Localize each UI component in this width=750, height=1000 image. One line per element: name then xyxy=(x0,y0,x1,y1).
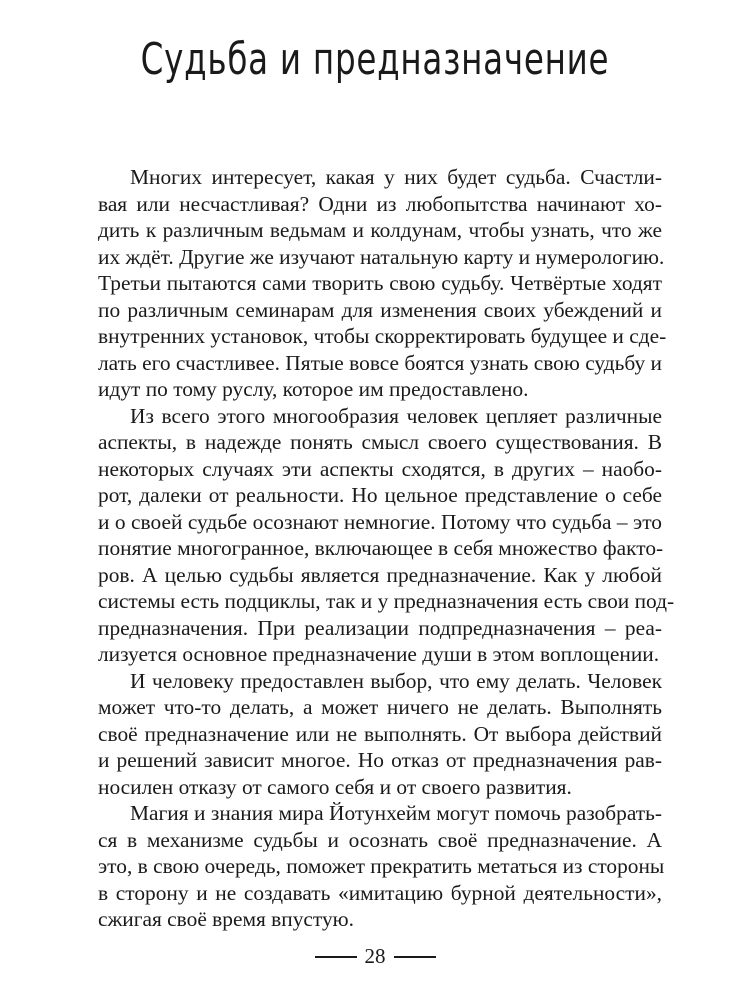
text-line: некоторых случаях эти аспекты сходятся, в других – наобо- xyxy=(98,456,662,481)
text-line: внутренних установок, чтобы скорректировать будущее и сде- xyxy=(98,324,667,348)
text-line: лать его счастливее. Пятые вовсе боятся узнать свою судьбу и xyxy=(98,350,662,375)
paragraph xyxy=(98,668,662,801)
text-line: ся в механизме судьбы и осознать своё предназначение. А xyxy=(98,827,662,852)
text-line: по различным семинарам для изменения своих убеждений и xyxy=(98,297,662,322)
text-line: их ждёт. Другие же изучают натальную карту и нумерологию. xyxy=(98,244,665,269)
text-line: и решений зависит многое. Но отказ от предназначения рав- xyxy=(98,748,662,772)
body-text xyxy=(98,164,675,933)
paragraph xyxy=(98,164,667,403)
text-line: рот, далеки от реальности. Но цельное представление о себе xyxy=(98,483,662,507)
text-line: понятие многогранное, включающее в себя множество факто- xyxy=(98,536,664,560)
text-line: дить к различным ведьмам и колдунам, чтобы узнать, что же xyxy=(98,218,662,242)
right-rule xyxy=(394,956,436,958)
paragraph xyxy=(98,403,675,668)
page-title: Судьба и предназначение xyxy=(140,34,610,85)
text-line: И человеку предоставлен выбор, что ему делать. Человек xyxy=(130,668,662,693)
text-line: Из всего этого многообразия человек цепляет различные xyxy=(130,403,662,428)
text-line: вая или несчастливая? Одни из любопытства начинают хо- xyxy=(98,191,662,216)
text-line: это, в свою очередь, поможет прекратить метаться из стороны xyxy=(98,854,665,878)
paragraph xyxy=(98,800,665,933)
text-line: идут по тому руслу, которое им предоставлено. xyxy=(98,377,529,401)
text-line: носилен отказу от самого себя и от своего развития. xyxy=(98,774,572,799)
text-line: может что-то делать, а может ничего не делать. Выполнять xyxy=(98,695,662,719)
text-line: лизуется основное предназначение души в этом воплощении. xyxy=(98,642,660,666)
text-line: ров. А целью судьбы является предназначение. Как у любой xyxy=(98,562,662,587)
text-line: своё предназначение или не выполнять. От выбора действий xyxy=(98,721,662,746)
text-line: аспекты, в надежде понять смысл своего существования. В xyxy=(98,430,662,454)
text-line: Третьи пытаются сами творить свою судьбу. Четвёртые ходят xyxy=(98,271,662,295)
text-line: сжигая своё время впустую. xyxy=(98,907,354,931)
text-line: и о своей судьбе осознают немногие. Потому что судьба – это xyxy=(98,509,662,534)
left-rule xyxy=(315,956,357,958)
text-line: в сторону и не создавать «имитацию бурной деятельности», xyxy=(98,880,662,905)
text-line: Многих интересует, какая у них будет судьба. Счастли- xyxy=(130,165,662,189)
page-number-footer xyxy=(0,944,750,969)
page-number: 28 xyxy=(364,944,386,968)
text-line: системы есть подциклы, так и у предназначения есть свои под- xyxy=(98,589,675,613)
text-line: предназначения. При реализации подпредназначения – реа- xyxy=(98,615,662,640)
text-line: Магия и знания мира Йотунхейм могут помочь разобрать- xyxy=(130,801,662,825)
